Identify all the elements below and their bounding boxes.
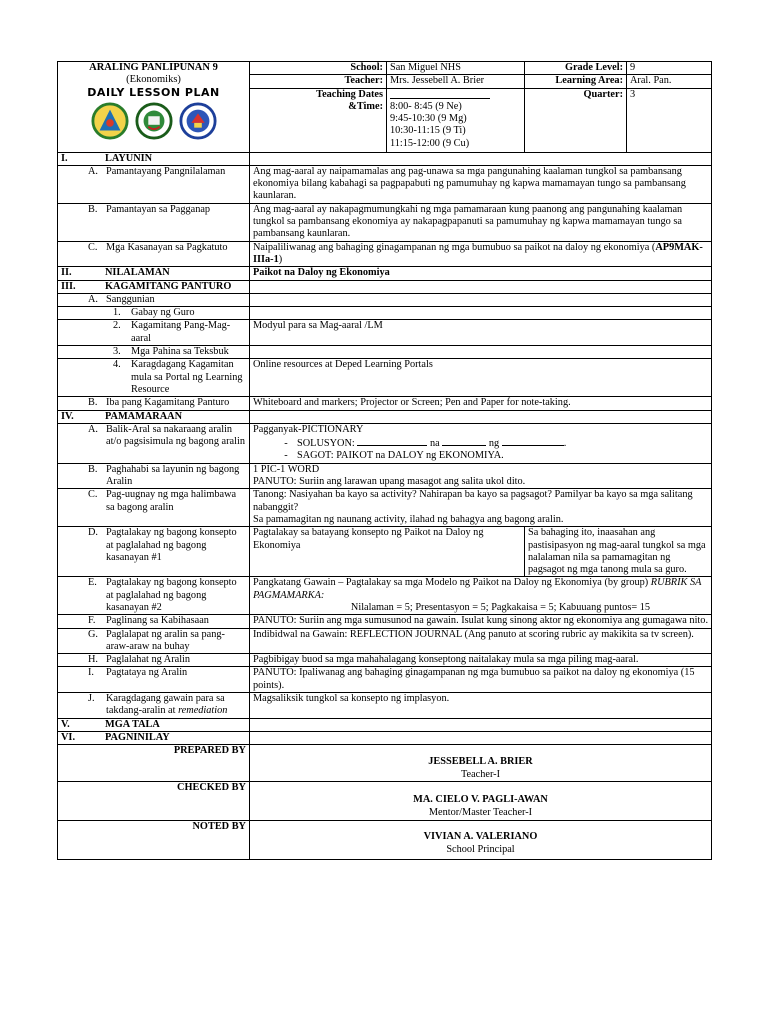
signatory-name: MA. CIELO V. PAGLI-AWAN [413, 794, 548, 806]
item-text: Paglalahat ng Aralin [106, 654, 191, 666]
item-content [250, 241, 712, 267]
item-letter: A. [88, 293, 99, 305]
checked-signature [250, 782, 712, 821]
group-activity-text: Pangkatang Gawain – Pagtalakay sa mga Modelo ng Paikot na Daloy ng Ekonomiya (by group) [253, 577, 649, 589]
item-content: Pagbibigay buod sa mga mahahalagang konseptong naitalakay mula sa mga piling mag-aaral. [250, 654, 712, 667]
dash: - [284, 438, 288, 450]
item-text: Paglalapat ng aralin sa pang-araw-araw na buhay [106, 628, 225, 652]
section-nilalaman [58, 267, 712, 280]
item-label [58, 307, 250, 320]
item-letter: H. [88, 654, 99, 666]
item-label [58, 293, 250, 306]
discussion-note: Sa bahaging ito, inaasahan ang pastisipasyon ng mag-aaral tungkol sa mga nalalaman nila sa pamamagitan ng pagsagot ng mga tanong mula sa guro. [525, 527, 712, 577]
row-pamantayang-pangnilalaman [58, 165, 712, 203]
item-content [250, 489, 712, 527]
item-letter: A. [88, 423, 99, 435]
item-letter: I. [88, 667, 95, 679]
item-content [250, 577, 712, 615]
row-mga-pahina [58, 346, 712, 359]
area-value: Aral. Pan. [627, 75, 712, 88]
row-paglalapat [58, 628, 712, 654]
section-kagamitang-panturo [58, 280, 712, 293]
item-label [58, 489, 250, 527]
item-text: Pagtalakay ng bagong konsepto at paglalahad ng bagong kasanayan #2 [106, 577, 237, 613]
item-label [58, 241, 250, 267]
item-number: 3. [113, 346, 121, 358]
question-text: Tanong: Nasiyahan ba kayo sa activity? Nahirapan ba kayo sa pagsagot? Pamilyar ba kayo sa mga salitang nabanggit? [253, 489, 693, 513]
activity-title: Pagganyak-PICTIONARY [253, 423, 364, 435]
activity-title: 1 PIC-1 WORD [253, 463, 320, 475]
school-label: School: [250, 62, 387, 75]
noted-label: NOTED BY [58, 821, 250, 860]
area-label: Learning Area: [525, 75, 627, 88]
solution-end: . [563, 438, 567, 450]
section-number: VI. [61, 731, 76, 743]
row-mga-kasanayan [58, 241, 712, 267]
row-iba-pang-kagamitan [58, 397, 712, 410]
instruction-text: PANUTO: Suriin ang larawan upang masagot ang salita ukol dito. [253, 476, 526, 488]
item-content [250, 423, 712, 463]
section-heading [58, 731, 250, 744]
section-number: V. [61, 718, 70, 730]
item-text-main: Karagdagang gawain para sa takdang-aralin at [106, 693, 225, 717]
logo-strip [61, 101, 246, 141]
item-label [58, 463, 250, 489]
lesson-plan-table [57, 61, 712, 860]
item-text: Pamantayang Pangnilalaman [106, 165, 226, 177]
noted-signature [250, 821, 712, 860]
instruction-text: Sa pamamagitan ng naunang activity, ilahad ng bahagya ang bagong aralin. [253, 513, 564, 525]
item-text: Paghahabi sa layunin ng bagong Aralin [106, 463, 240, 488]
section-title: KAGAMITANG PANTURO [105, 280, 232, 292]
section-number: II. [61, 267, 72, 279]
item-text: Mga Kasanayan sa Pagkatuto [106, 241, 228, 253]
item-content: PANUTO: Ipaliwanag ang bahaging ginagampanan ng mga bumubuo sa paikot na daloy ng ekonomiya (15 points). [250, 667, 712, 693]
item-letter: D. [88, 527, 99, 539]
row-paglalahat [58, 654, 712, 667]
signatory-name: VIVIAN A. VALERIANO [423, 831, 538, 843]
item-label [58, 527, 250, 577]
item-text: Pag-uugnay ng mga halimbawa sa bagong aralin [106, 489, 237, 513]
row-sanggunian [58, 293, 712, 306]
division-seal-logo [91, 102, 129, 140]
section-pamamaraan [58, 410, 712, 423]
item-letter: C. [88, 241, 98, 253]
item-label [58, 654, 250, 667]
competency-code: AP9MAK-IIIa-1 [253, 241, 703, 265]
rubric-label: RUBRIK SA PAGMAMARKA: [253, 577, 702, 601]
section-title: PAMAMARAAN [105, 410, 183, 422]
prepared-signature [250, 745, 712, 782]
row-pagtalakay-2 [58, 577, 712, 615]
empty-cell [250, 293, 712, 306]
time-slot: 11:15-12:00 (9 Cu) [390, 137, 470, 149]
competency-text: Naipaliliwanag ang bahaging ginagampanan ng mga bumubuo sa paikot na daloy ng ekonomiya ( [253, 241, 656, 253]
row-paghahabi [58, 463, 712, 489]
row-pag-uugnay [58, 489, 712, 527]
grade-label: Grade Level: [525, 62, 627, 75]
item-text: Sanggunian [106, 293, 155, 305]
row-gabay-ng-guro [58, 307, 712, 320]
teacher-label: Teacher: [250, 75, 387, 88]
section-mga-tala [58, 718, 712, 731]
section-heading [58, 267, 250, 280]
subject-header [58, 62, 250, 153]
signatory-title: Teacher-I [460, 768, 501, 780]
item-letter: J. [88, 693, 95, 705]
item-letter: B. [88, 397, 98, 409]
teaching-dates-label [250, 88, 387, 152]
item-content [250, 463, 712, 489]
item-letter: C. [88, 489, 98, 501]
item-label [58, 397, 250, 410]
item-text: Balik-Aral sa nakaraang aralin at/o pagsisimula ng bagong aralin [106, 423, 245, 448]
empty-cell [250, 152, 712, 165]
item-text: Iba pang Kagamitang Panturo [106, 397, 230, 409]
item-number: 1. [113, 307, 121, 319]
content-topic: Paikot na Daloy ng Ekonomiya [250, 267, 712, 280]
grade-value: 9 [627, 62, 712, 75]
section-heading [58, 280, 250, 293]
discussion-topic: Pagtalakay sa batayang konsepto ng Paikot na Daloy ng Ekonomiya [250, 527, 525, 577]
plan-title: DAILY LESSON PLAN [87, 85, 220, 99]
checked-label: CHECKED BY [58, 782, 250, 821]
item-content: Ang mag-aaral ay nakapagmumungkahi ng mga pamamaraan kung paanong ang pangunahing kaalaman tungkol sa pambansang ekonomiya ay nakapagpapanuti sa pamumuhay ng kapwa mamamayan tungo sa pambansang kaunlaran. [250, 203, 712, 241]
subject-title: ARALING PANLIPUNAN 9 [89, 62, 218, 73]
signatory-title: Mentor/Master Teacher-I [428, 806, 533, 818]
item-text [88, 693, 246, 718]
item-letter: B. [88, 203, 98, 215]
item-number: 2. [113, 320, 121, 332]
section-pagninilay [58, 731, 712, 744]
empty-cell [250, 346, 712, 359]
header-row-1 [58, 62, 712, 75]
item-content: Whiteboard and markers; Projector or Screen; Pen and Paper for note-taking. [250, 397, 712, 410]
row-checked-by [58, 782, 712, 821]
row-paglinang [58, 615, 712, 628]
item-content: PANUTO: Suriin ang mga sumusunod na gawain. Isulat kung sinong aktor ng ekonomiya ang gumagawa nito. [250, 615, 712, 628]
item-letter: E. [88, 577, 97, 589]
deped-seal-logo [179, 102, 217, 140]
item-letter: G. [88, 628, 99, 640]
quarter-value: 3 [627, 88, 712, 152]
section-heading [58, 718, 250, 731]
row-prepared-by [58, 745, 712, 782]
item-label [58, 320, 250, 346]
signatory-name: JESSEBELL A. BRIER [428, 756, 533, 768]
rubric-scores: Nilalaman = 5; Presentasyon = 5; Pagkakaisa = 5; Kabuuang puntos= 15 [350, 601, 651, 613]
times-underline [390, 89, 521, 101]
solution-word: ng [488, 438, 500, 450]
row-karagdagang-gawain [58, 693, 712, 719]
empty-cell [250, 718, 712, 731]
row-pagtalakay-1 [58, 527, 712, 577]
time-slot: 8:00- 8:45 (9 Ne) [390, 100, 462, 112]
item-content: Online resources at Deped Learning Portals [250, 359, 712, 397]
school-value: San Miguel NHS [387, 62, 525, 75]
school-seal-logo [135, 102, 173, 140]
item-letter: F. [88, 615, 96, 627]
row-kagamitang-pang-mag-aaral [58, 320, 712, 346]
dates-label-line1: Teaching Dates [316, 88, 383, 100]
section-number: III. [61, 280, 76, 292]
item-text-italic: remediation [178, 705, 228, 717]
time-slot: 10:30-11:15 (9 Ti) [390, 125, 466, 137]
item-text: Pamantayan sa Pagganap [106, 203, 211, 215]
empty-cell [250, 731, 712, 744]
item-content: Ang mag-aaral ay naipamamalas ang pag-unawa sa mga pangunahing kaalaman tungkol sa pambansang ekonomiya bilang kabahagi sa pagpapabuti ng pamumuhay ng kapwa mamamayan tungo sa pambansang kaunlaran. [250, 165, 712, 203]
row-pamantayan-sa-pagganap [58, 203, 712, 241]
item-letter: A. [88, 165, 99, 177]
item-label [58, 667, 250, 693]
item-label [58, 693, 250, 719]
item-text: Pagtalakay ng bagong konsepto at paglalahad ng bagong kasanayan #1 [106, 527, 237, 563]
signatory-title: School Principal [446, 843, 515, 855]
empty-cell [250, 410, 712, 423]
item-content: Modyul para sa Mag-aaral /LM [250, 320, 712, 346]
item-label [58, 203, 250, 241]
item-text: Kagamitang Pang-Mag-aaral [131, 320, 231, 344]
item-label [58, 577, 250, 615]
solution-label: SOLUSYON: [297, 438, 355, 450]
item-text: Gabay ng Guro [131, 307, 195, 319]
item-label [58, 615, 250, 628]
answer-text: SAGOT: PAIKOT na DALOY ng EKONOMIYA. [297, 450, 504, 462]
item-text: Pagtataya ng Aralin [106, 667, 188, 679]
item-label [58, 359, 250, 397]
section-number: IV. [61, 410, 74, 422]
item-label [58, 346, 250, 359]
item-label [58, 165, 250, 203]
row-karagdagang-kagamitan [58, 359, 712, 397]
item-label [58, 628, 250, 654]
section-layunin [58, 152, 712, 165]
item-text: Karagdagang Kagamitan mula sa Portal ng Learning Resource [131, 359, 243, 395]
item-content: Indibidwal na Gawain: REFLECTION JOURNAL (Ang panuto at scoring rubric ay makikita sa tv screen). [250, 628, 712, 654]
item-number: 4. [113, 359, 121, 371]
dates-label-line2: &Time: [348, 100, 383, 112]
section-heading [58, 152, 250, 165]
subject-subtitle: (Ekonomiks) [126, 74, 181, 86]
item-text: Paglinang sa Kabihasaan [106, 615, 209, 627]
section-heading [58, 410, 250, 423]
row-pagtataya [58, 667, 712, 693]
section-number: I. [61, 152, 68, 164]
section-title: MGA TALA [105, 718, 160, 730]
item-text: Mga Pahina sa Teksbuk [131, 346, 229, 358]
row-noted-by [58, 821, 712, 860]
time-slot: 9:45-10:30 (9 Mg) [390, 113, 467, 125]
item-content: Magsaliksik tungkol sa konsepto ng implasyon. [250, 693, 712, 719]
item-label [58, 423, 250, 463]
section-title: PAGNINILAY [105, 731, 170, 743]
section-title: LAYUNIN [105, 152, 153, 164]
teaching-times [387, 88, 525, 152]
solution-word: na [429, 438, 440, 450]
competency-close: ) [278, 253, 283, 265]
empty-cell [250, 307, 712, 320]
prepared-label: PREPARED BY [58, 745, 250, 782]
section-title: NILALAMAN [105, 267, 170, 279]
dash: - [284, 450, 288, 462]
row-balik-aral [58, 423, 712, 463]
answer-line [253, 450, 708, 462]
quarter-label: Quarter: [525, 88, 627, 152]
solution-line [253, 436, 708, 450]
item-letter: B. [88, 463, 98, 475]
empty-cell [250, 280, 712, 293]
teacher-value: Mrs. Jessebell A. Brier [387, 75, 525, 88]
